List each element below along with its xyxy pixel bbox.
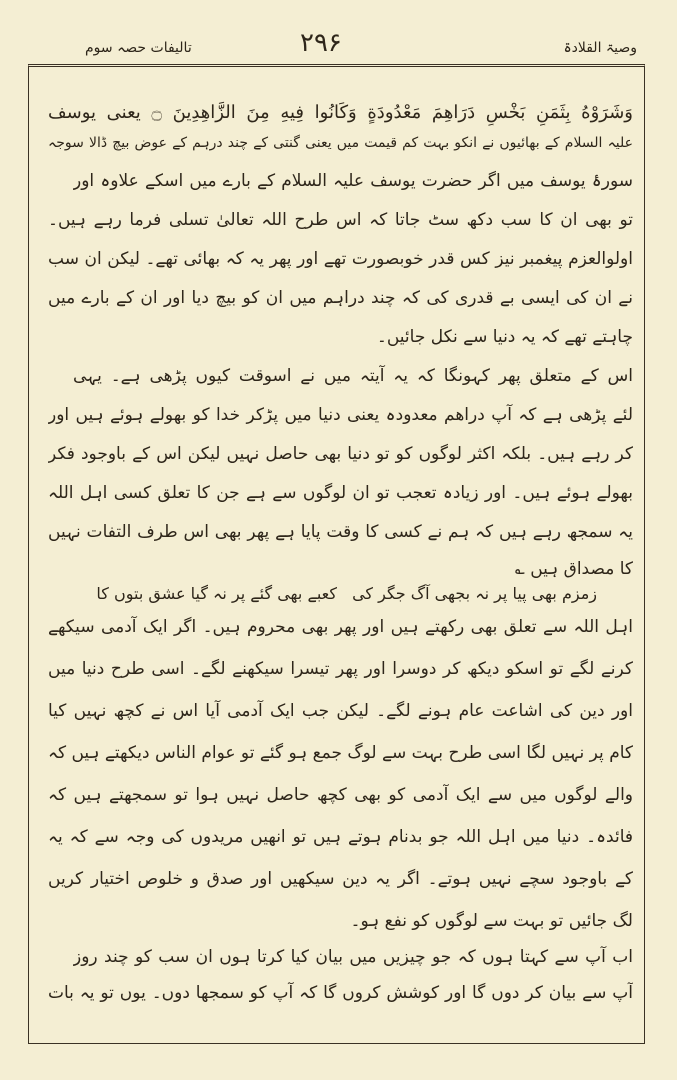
text-line: آپ سے بیان کر دوں گا اور کوشش کروں گا کہ آپ کو سمجھا دوں۔ یوں تو یہ بات	[48, 983, 633, 1003]
text-line: سورۂ یوسف میں اگر حضرت یوسف علیہ السلام کے بارے میں اسکے علاوہ اور	[73, 171, 633, 191]
page-number: ۲۹۶	[300, 28, 342, 58]
text-line: بھولے ہوئے ہیں۔ اور زیادہ تعجب تو ان لوگوں سے ہے جن کا تعلق کسی اہل اللہ	[48, 483, 633, 503]
volume-header: تالیفات حصہ سوم	[85, 40, 192, 56]
text-line: وَشَرَوْهُ بِثَمَنٍ بَخْسٍ دَرَاهِمَ مَعْدُودَةٍ وَكَانُوا فِيهِ مِنَ الزَّاهِدِينَ ۝ یعنی یوسف	[48, 102, 633, 123]
text-line: اس کے متعلق پھر کہونگا کہ یہ آیتہ میں نے اسوقت کیوں پڑھی ہے۔ یہی	[73, 366, 633, 386]
text-line: نے ان کی ایسی بے قدری کی کہ چند دراہم میں ان کو بیچ دیا اور ان کے بارے میں	[48, 288, 633, 308]
text-line: کام پر نہیں لگا اسی طرح بہت سے لوگ جمع ہو گئے تو عوام الناس دیکھتے ہیں کہ	[48, 743, 633, 763]
text-line: کا مصداق ہیں ؎	[514, 559, 633, 579]
book-title-header: وصیۃ القلادۃ	[563, 40, 637, 56]
text-line: کر رہے ہیں۔ بلکہ اکثر لوگوں کو تو دنیا بھی حاصل نہیں لیکن اس کے باوجود فکر	[48, 444, 633, 464]
text-line: لگ جائیں تو بہت سے لوگوں کو نفع ہو۔	[350, 911, 633, 931]
text-line: کے باوجود سچے نہیں ہوتے۔ اگر یہ دین سیکھیں اور صدق و خلوص اختیار کریں	[48, 869, 633, 889]
text-line: فائدہ۔ دنیا میں اہل اللہ جو بدنام ہوتے ہیں تو انھیں مریدوں کی وجہ سے کہ یہ	[48, 827, 633, 847]
text-line: تو بھی ان کا سب دکھ سٹ جاتا کہ اس طرح اللہ تعالیٰ تسلی فرما رہے ہیں۔	[48, 210, 633, 230]
text-line: چاہتے تھے کہ یہ دنیا سے نکل جائیں۔	[376, 327, 633, 347]
verse-first-hemistich: کعبے بھی گئے پر نہ گیا عشق بتوں کا	[96, 584, 337, 603]
text-line: اہل اللہ سے تعلق بھی رکھتے ہیں اور پھر بھی محروم ہیں۔ اگر ایک آدمی سیکھے	[48, 617, 633, 637]
text-line: اور دین کی اشاعت عام ہونے لگے۔ لیکن جب ایک آدمی آیا اس نے کچھ نہیں کیا	[48, 701, 633, 721]
text-line: علیہ السلام کے بھائیوں نے انکو بہت کم قیمت میں یعنی گنتی کے چند درہم کے عوض بیچ ڈالا سوجہ	[48, 135, 633, 151]
text-line: اولوالعزم پیغمبر نیز کس قدر خوبصورت تھے اور پھر یہ کہ بھائی تھے۔ لیکن ان سب	[48, 249, 633, 269]
text-line: اب آپ سے کہتا ہوں کہ جو چیزیں میں بیان کیا کرتا ہوں ان سب کو چند روز	[73, 947, 633, 967]
text-line: لئے پڑھی ہے کہ آپ دراھم معدودہ یعنی دنیا میں پڑکر خدا کو بھولے ہوئے ہیں اور	[48, 405, 633, 425]
text-line: کرنے لگے تو اسکو دیکھ کر دوسرا اور پھر تیسرا سیکھنے لگے۔ اسی طرح دنیا میں	[48, 659, 633, 679]
verse-second-hemistich: زمزم بھی پیا پر نہ بجھی آگ جگر کی	[352, 584, 597, 603]
text-line: یہ سمجھ رہے ہیں کہ ہم نے کسی کا وقت پایا ہے پھر بھی اس طرف التفات نہیں	[48, 522, 633, 542]
text-line: والے لوگوں میں سے ایک آدمی کو بھی کچھ حاصل نہیں ہوا تو سمجھتے ہیں کہ	[48, 785, 633, 805]
